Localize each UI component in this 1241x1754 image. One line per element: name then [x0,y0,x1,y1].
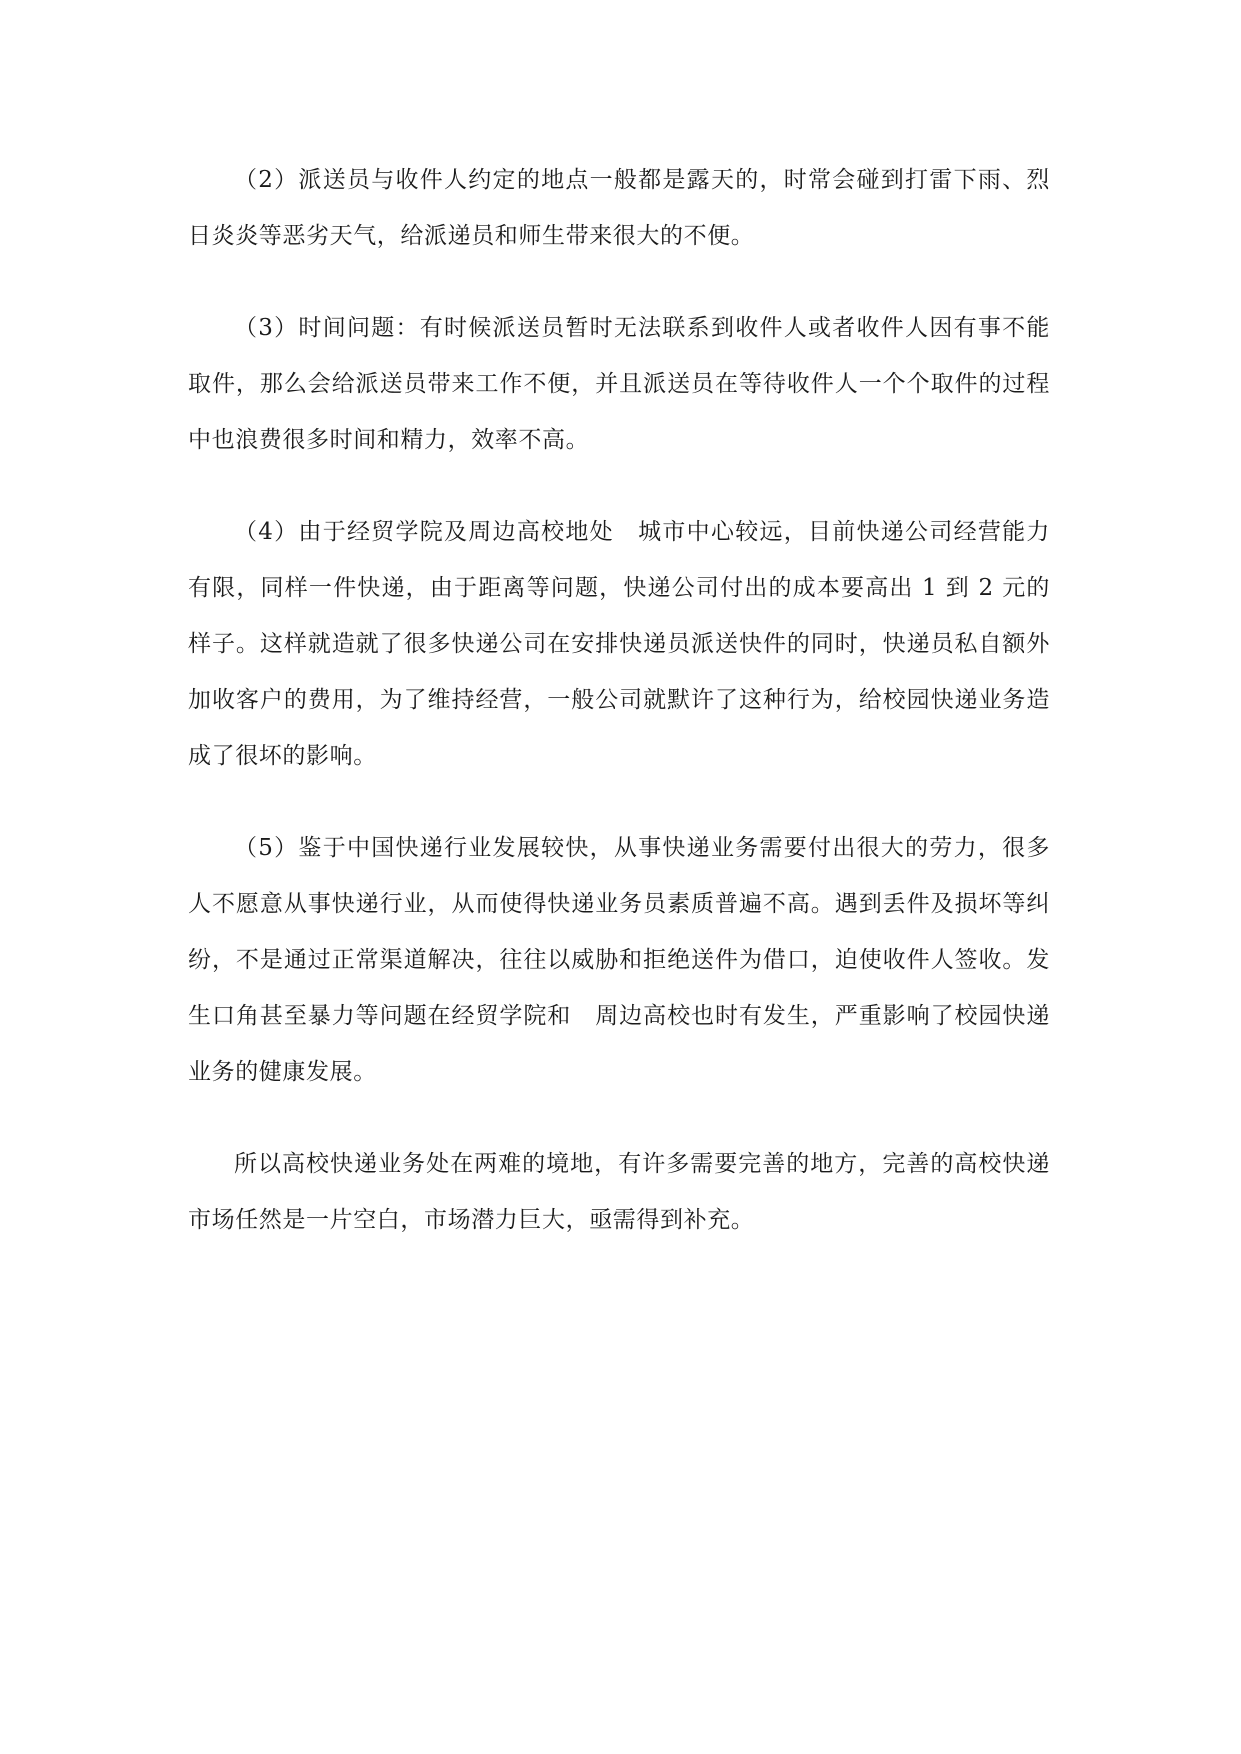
paragraph-conclusion: 所以高校快递业务处在两难的境地，有许多需要完善的地方，完善的高校快递市场任然是一片空白，市场潜力巨大，亟需得到补充。 [188,1151,1050,1233]
paragraph-point-2: （2）派送员与收件人约定的地点一般都是露天的，时常会碰到打雷下雨、烈日炎炎等恶劣天气，给派递员和师生带来很大的不便。 [188,167,1050,249]
document-body [188,152,1050,1248]
paragraph-point-3: （3）时间问题：有时候派送员暂时无法联系到收件人或者收件人因有事不能取件，那么会给派送员带来工作不便，并且派送员在等待收件人一个个取件的过程中也浪费很多时间和精力，效率不高。 [188,315,1050,453]
paragraph-point-5: （5）鉴于中国快递行业发展较快，从事快递业务需要付出很大的劳力，很多人不愿意从事快递行业，从而使得快递业务员素质普遍不高。遇到丢件及损坏等纠纷，不是通过正常渠道解决，往往以威胁和拒绝送件为借口，迫使收件人签收。发生口角甚至暴力等问题在经贸学院和 周边高校也时有发生，严重影响了校园快递业务的健康发展。 [188,835,1050,1085]
paragraph-point-4: （4）由于经贸学院及周边高校地处 城市中心较远，目前快递公司经营能力有限，同样一件快递，由于距离等问题，快递公司付出的成本要高出 1 到 2 元的样子。这样就造就了很多快递公司在安排快递员派送快件的同时，快递员私自额外加收客户的费用，为了维持经营，一般公司就默许了这种行为，给校园快递业务造成了很坏的影响。 [188,519,1050,769]
